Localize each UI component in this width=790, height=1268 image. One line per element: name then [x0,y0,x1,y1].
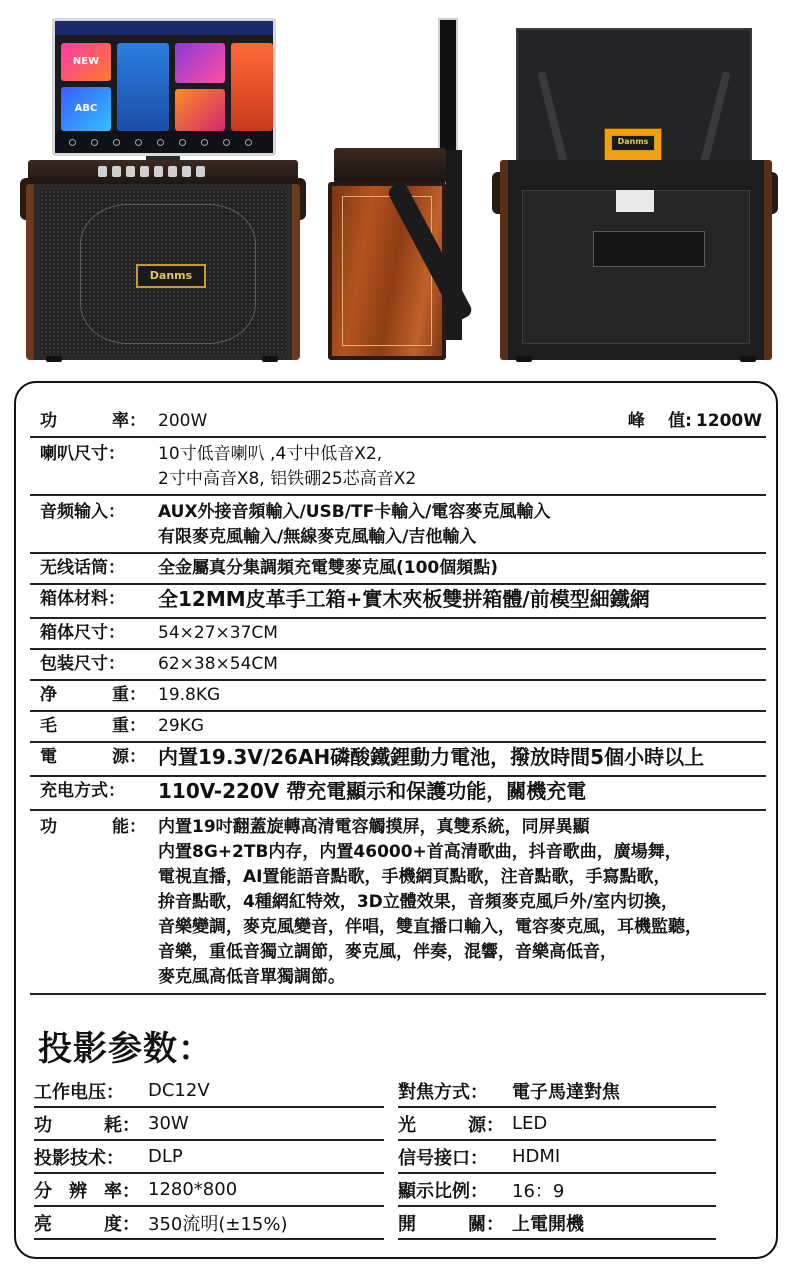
projection-label [34,1144,144,1170]
tile-portrait [231,43,273,131]
spec-label-part: 无线话筒： [40,558,125,578]
projection-label-part: 投影技术： [34,1147,124,1169]
projection-label [398,1078,508,1104]
spec-row [30,712,766,743]
spec-value-line: 19.8KG [158,685,221,705]
spec-label-part: 包装尺寸： [40,654,125,674]
spec-value [156,745,766,775]
tile-singer [117,43,169,131]
projection-label [398,1177,508,1203]
spec-value-line: 麥克風高低音單獨調節。 [158,967,345,987]
spec-label-part: 功 [40,411,57,431]
spec-label [30,815,156,993]
spec-value [156,652,766,679]
spec-label-part: 充电方式： [40,781,125,801]
spec-value-line: 29KG [158,716,204,736]
peak-label-part: 峰 [627,411,645,431]
spec-row [30,743,766,777]
spec-label [30,779,156,809]
projection-label-part: 工作电压： [34,1081,124,1103]
spec-label [30,683,156,710]
spec-value-line: 電視直播，AI置能語音點歌，手機網頁點歌，注音點歌，手寫點歌， [158,867,671,887]
spec-row [30,681,766,712]
brand-logo: Danms [136,264,206,288]
projection-row [34,1207,734,1240]
spec-value [156,815,766,993]
projection-label-part: 率： [104,1180,140,1202]
projection-cell [34,1174,384,1207]
peak-label-part: 值: [668,411,692,431]
dock-icon [113,139,120,146]
projection-cell [34,1207,384,1240]
back-speaker-body [500,160,772,360]
spec-label-part: 音频输入： [40,502,125,522]
projection-label [398,1144,508,1170]
projection-value: 1280*800 [148,1179,238,1200]
spec-value [156,500,766,552]
spec-row [30,650,766,681]
control-panel [28,160,298,186]
spec-value-line: 110V-220V 帶充電顯示和保護功能，關機充電 [158,779,587,803]
projection-row [34,1141,734,1174]
projection-label-part: 光 [398,1114,416,1136]
projection-label [34,1078,144,1104]
spec-value-line: AUX外接音頻輸入/USB/TF卡輸入/電容麥克風輸入 [158,502,551,522]
projection-cell [34,1141,384,1174]
projection-cell [34,1108,384,1141]
projection-cell [398,1174,716,1207]
back-panel [522,190,750,344]
spec-label-part: 率： [112,411,146,431]
spec-label [30,714,156,741]
spec-value [156,442,766,494]
projection-value: 電子馬達對焦 [512,1081,620,1103]
foot [262,356,278,362]
spec-label-part: 喇叭尺寸： [40,444,125,464]
projection-label-part: 辨 [69,1180,87,1202]
dock-icon [179,139,186,146]
projection-label [398,1111,508,1137]
dock-icon [201,139,208,146]
badge-abc: ABC [74,103,98,114]
badge-new: NEW [72,56,100,67]
projection-cell [398,1108,716,1141]
spec-label [30,556,156,583]
spec-label-part: 重： [112,685,146,705]
tile-new [61,43,111,81]
peak-power [628,407,762,435]
knob-icon [140,166,149,177]
spec-value-line: 音樂變調，麥克風變音，伴唱，雙直播口輸入，電容麥克風，耳機監聽， [158,917,702,937]
screen-dock [55,131,273,153]
projection-label-part: 度： [104,1213,140,1235]
dock-icon [245,139,252,146]
spec-label [30,500,156,552]
spec-label-part: 功 [40,817,57,837]
dock-icon [91,139,98,146]
spec-row [30,811,766,995]
spec-label-part: 能： [112,817,146,837]
knob-icon [168,166,177,177]
peak-label [628,407,692,435]
screen-tiles [61,43,267,133]
dock-icon [69,139,76,146]
spec-label-part: 毛 [40,716,57,736]
projection-label-part: 耗： [104,1114,140,1136]
projection-value: DLP [148,1146,183,1167]
spec-label-part: 源： [112,747,146,767]
spec-label-part: 净 [40,685,57,705]
spec-value [156,683,766,710]
spec-value-line: 内置8G+2TB内存，内置46000+首高清歌曲，抖音歌曲，廣場舞， [158,842,682,862]
rating-sticker [616,190,654,212]
projection-value: 上電開機 [512,1213,584,1235]
projection-title: 投影参数： [38,1029,213,1069]
projection-value: HDMI [512,1146,561,1167]
spec-label [30,745,156,775]
projection-label [34,1111,144,1137]
spec-label-part: 箱体材料： [40,589,125,609]
spec-value [156,779,766,809]
projection-label-part: 顯示比例： [398,1180,488,1202]
tile-abc [61,87,111,131]
spec-row [30,438,766,496]
projection-label-part: 源： [468,1114,504,1136]
spec-row [30,554,766,585]
spec-value-line: 全12MM皮革手工箱+實木夾板雙拼箱體/前模型細鐵網 [158,587,650,611]
projection-row [34,1108,734,1141]
knob-icon [154,166,163,177]
projection-row [34,1075,734,1108]
io-panel [593,231,705,267]
spec-value-line: 62×38×54CM [158,654,278,674]
projection-label [34,1210,144,1236]
product-photos [0,0,790,372]
spec-label [30,621,156,648]
projection-cell [398,1075,716,1108]
spec-row [30,619,766,650]
spec-label-part: 箱体尺寸： [40,623,125,643]
spec-table [30,407,766,995]
projection-label-part: 信号接口： [398,1147,488,1169]
projection-label [398,1210,508,1236]
screen-status-bar [55,21,273,35]
front-speaker-body [26,184,300,360]
projection-label-part: 對焦方式： [398,1081,488,1103]
spec-value-line: 200W [158,411,208,431]
knob-icon [182,166,191,177]
dock-icon [135,139,142,146]
spec-value-line: 全金屬真分集調頻充電雙麥克風(100個頻點) [158,558,499,578]
spec-label [30,652,156,679]
spec-row [30,407,766,438]
spec-label-part: 電 [40,747,57,767]
spec-value [156,621,766,648]
dock-icon [157,139,164,146]
knob-icon [98,166,107,177]
projection-value: 30W [148,1113,189,1134]
spec-value-line: 音樂，重低音獨立調節，麥克風，伴奏，混響，音樂高低音， [158,942,617,962]
projection-label [34,1177,144,1203]
spec-row [30,777,766,811]
knob-icon [196,166,205,177]
projection-value: 16：9 [512,1180,565,1202]
spec-value [156,714,766,741]
spec-label [30,587,156,617]
spec-value-line: 54×27×37CM [158,623,278,643]
projection-label-part: 分 [34,1180,52,1202]
projection-row [34,1174,734,1207]
spec-label [30,409,156,436]
projection-label-part: 功 [34,1114,52,1136]
spec-value-line: 有限麥克風輸入/無線麥克風輸入/吉他輸入 [158,527,477,547]
spec-value-line: 拚音點歌，4種網紅特效，3D立體效果，音頻麥克風戶外/室内切換， [158,892,678,912]
spec-label-part: 重： [112,716,146,736]
spec-panel [14,381,778,1259]
peak-value: 1200W [695,411,762,431]
side-screen [438,18,458,158]
spec-value [156,556,766,583]
spec-value [156,587,766,617]
tile-concert [175,89,225,131]
spec-value-line: 内置19.3V/26AH磷酸鐵鋰動力電池，撥放時間5個小時以上 [158,745,705,769]
projection-label-part: 亮 [34,1213,52,1235]
foot [516,356,532,362]
foot [740,356,756,362]
front-touchscreen [52,18,276,156]
projection-label-part: 開 [398,1213,416,1235]
knob-icon [112,166,121,177]
spec-row [30,496,766,554]
projection-label-part: 關： [468,1213,504,1235]
projection-cell [34,1075,384,1108]
projection-cell [398,1141,716,1174]
spec-value-line: 2寸中高音X8, 铝铁硼25芯高音X2 [158,469,417,489]
projection-cell [398,1207,716,1240]
knob-icon [126,166,135,177]
spec-value-line: 10寸低音喇叭 ,4寸中低音X2, [158,444,383,464]
foot [46,356,62,362]
back-brand-logo: Danms [611,135,655,151]
projection-value: 350流明(±15%) [148,1213,288,1235]
spec-row [30,585,766,619]
speaker-grill [40,190,286,354]
projection-value: DC12V [148,1080,210,1101]
tile-mic [175,43,225,83]
dock-icon [223,139,230,146]
projection-table [34,1075,734,1240]
spec-label [30,442,156,494]
side-control-panel [334,148,446,184]
projection-value: LED [512,1113,548,1134]
spec-value-line: 内置19吋翻蓋旋轉高清電容觸摸屏，真雙系統，同屏異顯 [158,817,590,837]
